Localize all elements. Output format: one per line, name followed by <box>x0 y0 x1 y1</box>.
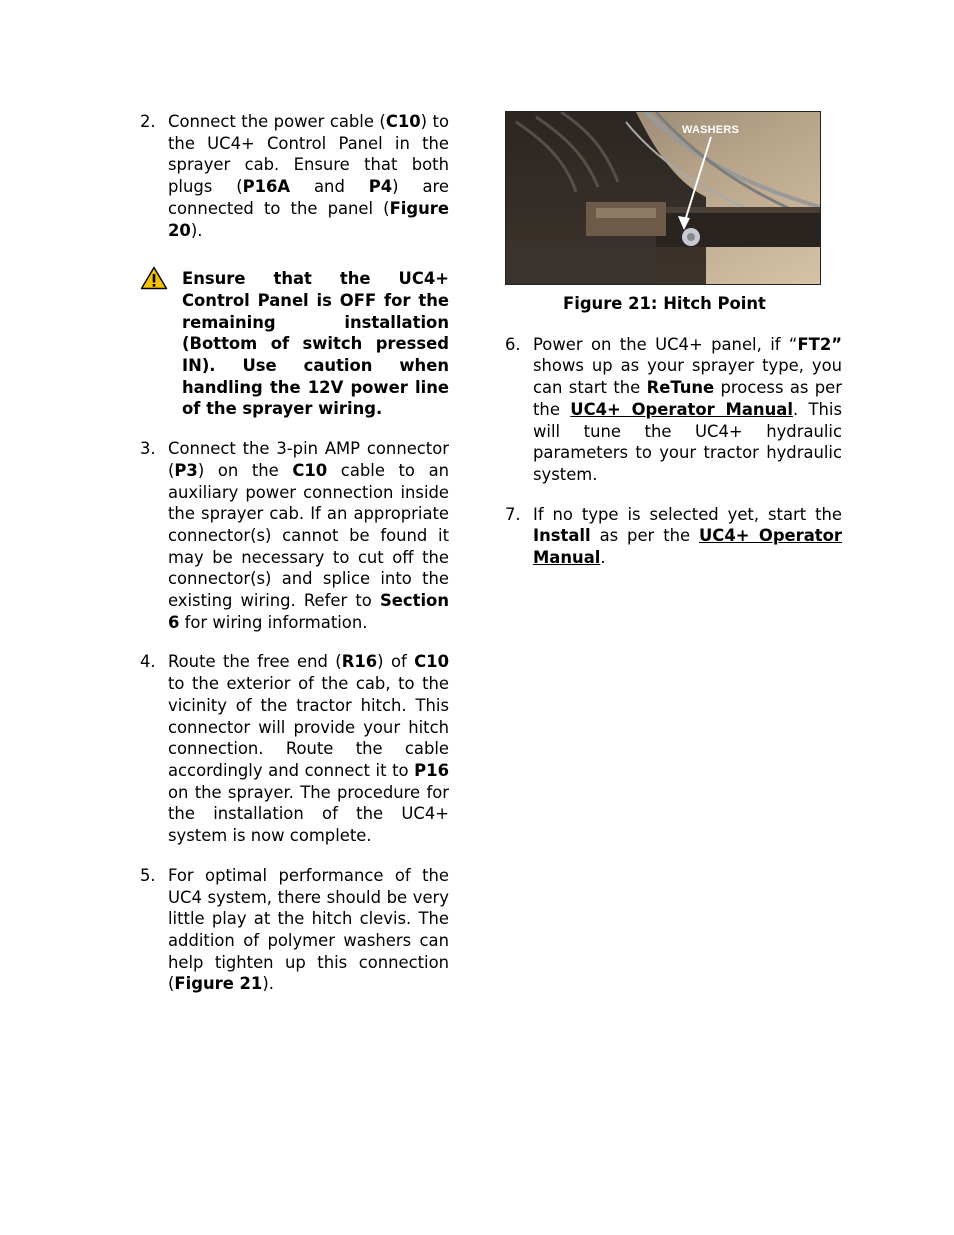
hitch-photo-image <box>506 112 820 284</box>
step-3 <box>140 438 449 633</box>
sprayer-type-ref: FT2” <box>797 334 842 354</box>
warning-triangle-icon <box>140 266 168 290</box>
figure-ref: Figure 21 <box>174 974 263 994</box>
cable-ref: C10 <box>414 652 449 672</box>
step-4 <box>140 651 449 846</box>
step-text: If no type is selected yet, start the Install as per the UC4+ Operator Manual. <box>533 504 842 568</box>
step-text: Connect the power cable (C10) to the UC4+ Control Panel in the sprayer cab. Ensure that both plugs (P16A and P4) are connected to the panel (Figure 20). <box>168 112 450 240</box>
hitch-point-photo <box>505 111 821 285</box>
connector-ref: P16 <box>414 760 449 780</box>
plug-ref: P16A <box>242 177 291 197</box>
figure-ref: Figure 20 <box>168 198 449 240</box>
connector-ref: P3 <box>174 460 198 480</box>
step-number: 2. <box>140 112 156 131</box>
figure-caption: Figure 21: Hitch Point <box>563 294 766 313</box>
step-number: 4. <box>140 652 156 672</box>
cable-ref: C10 <box>385 112 421 131</box>
step-number: 7. <box>505 504 521 524</box>
right-column <box>505 111 842 569</box>
operator-manual-link[interactable]: UC4+ Operator Manual <box>570 399 793 419</box>
cable-ref: C10 <box>292 460 328 480</box>
step-number: 6. <box>505 334 521 354</box>
step-text: Connect the 3-pin AMP connector (P3) on the C10 cable to an auxiliary power connection inside the sprayer cab. If an appropriate connector(s) cannot be found it may be necessary to cut off the connector(s) and splice into the existing wiring. Refer to Section 6 for wiring information. <box>168 439 449 632</box>
step-7 <box>505 504 842 569</box>
step-number: 5. <box>140 865 156 885</box>
section-ref: Section 6 <box>168 591 449 632</box>
step-2 <box>140 111 449 241</box>
left-column <box>140 111 449 995</box>
connector-ref: R16 <box>341 652 378 672</box>
process-ref: Install <box>533 526 591 546</box>
step-text: For optimal performance of the UC4 system, there should be very little play at the hitch clevis. The addition of polymer washers can help tighten up this connection (Figure 21). <box>168 865 449 994</box>
process-ref: ReTune <box>646 378 715 398</box>
operator-manual-link[interactable]: UC4+ Operator Manual <box>533 526 842 568</box>
warning-text: Ensure that the UC4+ Control Panel is OFF for the remaining installation (Bottom of switch pressed IN). Use caution when handling the 12V power line of the sprayer wiring. <box>182 269 449 419</box>
warning-note <box>140 268 449 420</box>
step-6 <box>505 334 842 486</box>
plug-ref: P4 <box>368 177 393 197</box>
step-5 <box>140 865 449 995</box>
step-text: Power on the UC4+ panel, if “FT2” shows up as your sprayer type, you can start the ReTune process as per the UC4+ Operator Manual. This will tune the UC4+ hydraulic parameters to your tractor hydraulic system. <box>533 334 842 484</box>
step-text: Route the free end (R16) of C10 to the exterior of the cab, to the vicinity of the tractor hitch. This connector will provide your hitch connection. Route the cable accordingly and connect it to P16 on the sprayer. The procedure for the installation of the UC4+ system is now complete. <box>168 652 449 846</box>
washers-label: WASHERS <box>682 124 740 136</box>
step-number: 3. <box>140 439 156 459</box>
